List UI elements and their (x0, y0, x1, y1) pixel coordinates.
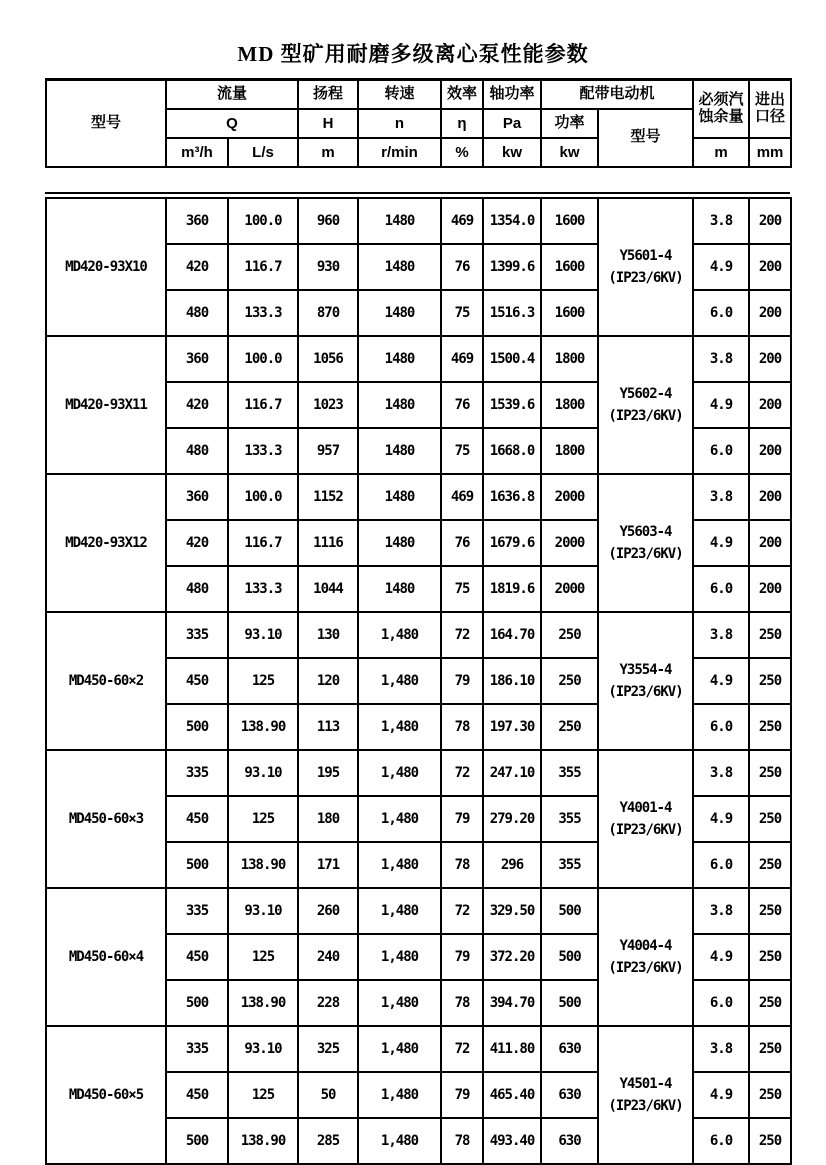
cell-q-m3h: 500 (166, 980, 228, 1026)
cell-eff: 72 (441, 888, 483, 934)
header-flow: 流量 (166, 80, 298, 110)
cell-motor-power: 1600 (541, 198, 598, 244)
cell-shaft-power: 197.30 (483, 704, 541, 750)
table-row (46, 336, 791, 382)
header-unit-pa-kw: kw (483, 138, 541, 167)
cell-q-m3h: 420 (166, 382, 228, 428)
header-efficiency: 效率 (441, 80, 483, 110)
table-row (46, 750, 791, 796)
cell-speed: 1480 (358, 382, 441, 428)
cell-port: 250 (749, 750, 791, 796)
motor-model-name: Y3554-4 (619, 661, 672, 678)
cell-port: 200 (749, 520, 791, 566)
header-motor: 配带电动机 (541, 80, 693, 110)
motor-model-cell (598, 612, 693, 750)
cell-q-ls: 125 (228, 658, 298, 704)
cell-speed: 1480 (358, 566, 441, 612)
cell-q-ls: 93.10 (228, 750, 298, 796)
pump-model: MD420-93X11 (46, 336, 166, 474)
cell-shaft-power: 372.20 (483, 934, 541, 980)
cell-head: 1023 (298, 382, 358, 428)
cell-head: 930 (298, 244, 358, 290)
table-row (46, 474, 791, 520)
motor-model-name: Y4001-4 (619, 799, 672, 816)
cell-port: 250 (749, 980, 791, 1026)
motor-model-spec: (IP23/6KV) (608, 546, 683, 562)
cell-motor-power: 630 (541, 1118, 598, 1164)
motor-model-spec: (IP23/6KV) (608, 822, 683, 838)
cell-npsh: 3.8 (693, 336, 749, 382)
cell-speed: 1480 (358, 336, 441, 382)
motor-model-cell (598, 1026, 693, 1164)
cell-speed: 1,480 (358, 1118, 441, 1164)
header-efficiency-symbol: η (441, 109, 483, 138)
motor-model-name: Y5602-4 (619, 385, 672, 402)
cell-shaft-power: 329.50 (483, 888, 541, 934)
motor-model-cell (598, 336, 693, 474)
cell-eff: 469 (441, 336, 483, 382)
cell-head: 260 (298, 888, 358, 934)
cell-head: 1056 (298, 336, 358, 382)
cell-eff: 78 (441, 980, 483, 1026)
cell-eff: 75 (441, 290, 483, 336)
cell-q-m3h: 360 (166, 474, 228, 520)
cell-q-m3h: 450 (166, 934, 228, 980)
cell-motor-power: 500 (541, 934, 598, 980)
cell-shaft-power: 411.80 (483, 1026, 541, 1072)
cell-shaft-power: 1668.0 (483, 428, 541, 474)
cell-q-m3h: 420 (166, 520, 228, 566)
cell-port: 250 (749, 704, 791, 750)
header-unit-rmin: r/min (358, 138, 441, 167)
header-npsh: 必须汽蚀余量 (693, 80, 749, 139)
header-row-1 (46, 80, 791, 110)
cell-shaft-power: 465.40 (483, 1072, 541, 1118)
header-head: 扬程 (298, 80, 358, 110)
cell-motor-power: 250 (541, 704, 598, 750)
cell-head: 50 (298, 1072, 358, 1118)
cell-motor-power: 355 (541, 796, 598, 842)
cell-q-ls: 125 (228, 934, 298, 980)
cell-shaft-power: 1354.0 (483, 198, 541, 244)
cell-npsh: 3.8 (693, 612, 749, 658)
cell-shaft-power: 493.40 (483, 1118, 541, 1164)
cell-q-ls: 138.90 (228, 980, 298, 1026)
table-row (46, 612, 791, 658)
table-body-wrapper (45, 192, 790, 1165)
cell-q-ls: 133.3 (228, 290, 298, 336)
cell-shaft-power: 247.10 (483, 750, 541, 796)
motor-model-name: Y4501-4 (619, 1075, 672, 1092)
header-head-symbol: H (298, 109, 358, 138)
cell-head: 870 (298, 290, 358, 336)
cell-head: 195 (298, 750, 358, 796)
motor-model-spec: (IP23/6KV) (608, 684, 683, 700)
cell-q-m3h: 500 (166, 704, 228, 750)
cell-npsh: 3.8 (693, 474, 749, 520)
cell-q-ls: 116.7 (228, 382, 298, 428)
cell-motor-power: 630 (541, 1026, 598, 1072)
cell-eff: 78 (441, 1118, 483, 1164)
cell-shaft-power: 394.70 (483, 980, 541, 1026)
cell-q-m3h: 335 (166, 612, 228, 658)
cell-port: 200 (749, 428, 791, 474)
cell-eff: 78 (441, 704, 483, 750)
header-shaft-power-symbol: Pa (483, 109, 541, 138)
cell-port: 200 (749, 566, 791, 612)
header-port: 进出口径 (749, 80, 791, 139)
cell-npsh: 3.8 (693, 1026, 749, 1072)
pump-model: MD420-93X12 (46, 474, 166, 612)
cell-q-m3h: 335 (166, 750, 228, 796)
cell-eff: 469 (441, 198, 483, 244)
table-row (46, 888, 791, 934)
motor-model-spec: (IP23/6KV) (608, 270, 683, 286)
cell-npsh: 6.0 (693, 290, 749, 336)
cell-q-m3h: 500 (166, 1118, 228, 1164)
cell-q-m3h: 450 (166, 796, 228, 842)
header-motor-model: 型号 (598, 109, 693, 167)
cell-eff: 79 (441, 796, 483, 842)
header-motor-power: 功率 (541, 109, 598, 138)
cell-head: 285 (298, 1118, 358, 1164)
cell-npsh: 6.0 (693, 980, 749, 1026)
cell-npsh: 4.9 (693, 382, 749, 428)
cell-speed: 1,480 (358, 612, 441, 658)
header-speed: 转速 (358, 80, 441, 110)
cell-npsh: 6.0 (693, 428, 749, 474)
cell-eff: 79 (441, 1072, 483, 1118)
cell-eff: 469 (441, 474, 483, 520)
cell-shaft-power: 1399.6 (483, 244, 541, 290)
cell-port: 250 (749, 796, 791, 842)
cell-eff: 76 (441, 244, 483, 290)
cell-eff: 75 (441, 566, 483, 612)
table-header (45, 78, 792, 168)
cell-motor-power: 1800 (541, 382, 598, 428)
cell-shaft-power: 186.10 (483, 658, 541, 704)
cell-eff: 78 (441, 842, 483, 888)
cell-npsh: 4.9 (693, 244, 749, 290)
cell-head: 171 (298, 842, 358, 888)
cell-eff: 72 (441, 750, 483, 796)
cell-q-ls: 116.7 (228, 244, 298, 290)
cell-motor-power: 1800 (541, 428, 598, 474)
cell-port: 250 (749, 658, 791, 704)
header-shaft-power: 轴功率 (483, 80, 541, 110)
cell-port: 200 (749, 244, 791, 290)
cell-port: 250 (749, 934, 791, 980)
cell-shaft-power: 296 (483, 842, 541, 888)
cell-port: 250 (749, 1118, 791, 1164)
pump-model: MD420-93X10 (46, 198, 166, 336)
cell-speed: 1,480 (358, 704, 441, 750)
cell-port: 250 (749, 888, 791, 934)
cell-speed: 1,480 (358, 750, 441, 796)
cell-speed: 1480 (358, 520, 441, 566)
cell-q-ls: 138.90 (228, 842, 298, 888)
cell-head: 1044 (298, 566, 358, 612)
cell-head: 130 (298, 612, 358, 658)
cell-motor-power: 2000 (541, 474, 598, 520)
cell-q-m3h: 480 (166, 428, 228, 474)
header-model: 型号 (46, 80, 166, 168)
cell-port: 200 (749, 198, 791, 244)
cell-q-ls: 133.3 (228, 428, 298, 474)
cell-speed: 1,480 (358, 658, 441, 704)
cell-npsh: 4.9 (693, 658, 749, 704)
page-title: MD 型矿用耐磨多级离心泵性能参数 (237, 42, 589, 66)
cell-eff: 79 (441, 934, 483, 980)
cell-shaft-power: 1636.8 (483, 474, 541, 520)
cell-eff: 76 (441, 520, 483, 566)
cell-q-ls: 133.3 (228, 566, 298, 612)
cell-port: 250 (749, 1026, 791, 1072)
cell-speed: 1,480 (358, 888, 441, 934)
cell-eff: 72 (441, 612, 483, 658)
motor-model-cell (598, 474, 693, 612)
cell-q-m3h: 480 (166, 290, 228, 336)
motor-model-name: Y5603-4 (619, 523, 672, 540)
performance-table (45, 197, 792, 1165)
cell-npsh: 6.0 (693, 704, 749, 750)
table-row (46, 1026, 791, 1072)
cell-speed: 1480 (358, 290, 441, 336)
cell-motor-power: 1600 (541, 290, 598, 336)
cell-q-ls: 93.10 (228, 1026, 298, 1072)
motor-model-cell (598, 750, 693, 888)
cell-npsh: 4.9 (693, 520, 749, 566)
header-speed-symbol: n (358, 109, 441, 138)
table-row (46, 198, 791, 244)
cell-speed: 1,480 (358, 1026, 441, 1072)
cell-q-m3h: 360 (166, 336, 228, 382)
header-unit-m3h: m³/h (166, 138, 228, 167)
cell-q-m3h: 420 (166, 244, 228, 290)
cell-q-ls: 138.90 (228, 1118, 298, 1164)
cell-q-m3h: 500 (166, 842, 228, 888)
cell-eff: 76 (441, 382, 483, 428)
pump-model: MD450-60×4 (46, 888, 166, 1026)
cell-q-m3h: 450 (166, 658, 228, 704)
cell-shaft-power: 1819.6 (483, 566, 541, 612)
cell-npsh: 3.8 (693, 198, 749, 244)
cell-head: 180 (298, 796, 358, 842)
cell-motor-power: 2000 (541, 566, 598, 612)
cell-motor-power: 1800 (541, 336, 598, 382)
cell-head: 1116 (298, 520, 358, 566)
cell-port: 200 (749, 474, 791, 520)
cell-speed: 1480 (358, 198, 441, 244)
cell-motor-power: 2000 (541, 520, 598, 566)
cell-q-m3h: 335 (166, 1026, 228, 1072)
cell-port: 200 (749, 382, 791, 428)
cell-head: 325 (298, 1026, 358, 1072)
cell-head: 960 (298, 198, 358, 244)
motor-model-spec: (IP23/6KV) (608, 408, 683, 424)
cell-head: 120 (298, 658, 358, 704)
cell-npsh: 6.0 (693, 1118, 749, 1164)
cell-port: 250 (749, 1072, 791, 1118)
cell-q-ls: 100.0 (228, 198, 298, 244)
cell-eff: 72 (441, 1026, 483, 1072)
cell-q-m3h: 480 (166, 566, 228, 612)
cell-npsh: 4.9 (693, 1072, 749, 1118)
cell-motor-power: 500 (541, 980, 598, 1026)
cell-q-ls: 125 (228, 1072, 298, 1118)
cell-port: 200 (749, 336, 791, 382)
cell-q-ls: 100.0 (228, 474, 298, 520)
cell-npsh: 6.0 (693, 842, 749, 888)
header-unit-m: m (298, 138, 358, 167)
cell-speed: 1480 (358, 428, 441, 474)
cell-npsh: 3.8 (693, 888, 749, 934)
header-unit-ls: L/s (228, 138, 298, 167)
cell-motor-power: 630 (541, 1072, 598, 1118)
cell-speed: 1,480 (358, 1072, 441, 1118)
cell-head: 228 (298, 980, 358, 1026)
pump-model: MD450-60×3 (46, 750, 166, 888)
cell-speed: 1480 (358, 474, 441, 520)
cell-q-ls: 116.7 (228, 520, 298, 566)
cell-port: 200 (749, 290, 791, 336)
motor-model-cell (598, 888, 693, 1026)
cell-shaft-power: 1679.6 (483, 520, 541, 566)
cell-motor-power: 355 (541, 842, 598, 888)
cell-q-ls: 93.10 (228, 612, 298, 658)
pump-model: MD450-60×5 (46, 1026, 166, 1164)
header-unit-npsh-m: m (693, 138, 749, 167)
cell-q-m3h: 450 (166, 1072, 228, 1118)
cell-q-ls: 100.0 (228, 336, 298, 382)
header-unit-pct: % (441, 138, 483, 167)
cell-head: 113 (298, 704, 358, 750)
cell-eff: 79 (441, 658, 483, 704)
cell-motor-power: 355 (541, 750, 598, 796)
cell-npsh: 6.0 (693, 566, 749, 612)
motor-model-spec: (IP23/6KV) (608, 960, 683, 976)
cell-head: 240 (298, 934, 358, 980)
cell-motor-power: 1600 (541, 244, 598, 290)
header-unit-power-kw: kw (541, 138, 598, 167)
cell-shaft-power: 1500.4 (483, 336, 541, 382)
cell-q-m3h: 335 (166, 888, 228, 934)
cell-npsh: 4.9 (693, 934, 749, 980)
cell-speed: 1,480 (358, 796, 441, 842)
cell-port: 250 (749, 842, 791, 888)
cell-shaft-power: 164.70 (483, 612, 541, 658)
cell-speed: 1,480 (358, 842, 441, 888)
cell-motor-power: 500 (541, 888, 598, 934)
motor-model-spec: (IP23/6KV) (608, 1098, 683, 1114)
cell-shaft-power: 1539.6 (483, 382, 541, 428)
cell-head: 957 (298, 428, 358, 474)
cell-speed: 1,480 (358, 980, 441, 1026)
motor-model-name: Y4004-4 (619, 937, 672, 954)
cell-eff: 75 (441, 428, 483, 474)
cell-npsh: 4.9 (693, 796, 749, 842)
cell-q-ls: 93.10 (228, 888, 298, 934)
motor-model-name: Y5601-4 (619, 247, 672, 264)
cell-port: 250 (749, 612, 791, 658)
header-flow-symbol: Q (166, 109, 298, 138)
pump-model: MD450-60×2 (46, 612, 166, 750)
cell-speed: 1480 (358, 244, 441, 290)
cell-motor-power: 250 (541, 658, 598, 704)
cell-npsh: 3.8 (693, 750, 749, 796)
cell-shaft-power: 279.20 (483, 796, 541, 842)
cell-head: 1152 (298, 474, 358, 520)
motor-model-cell (598, 198, 693, 336)
cell-motor-power: 250 (541, 612, 598, 658)
cell-q-m3h: 360 (166, 198, 228, 244)
cell-shaft-power: 1516.3 (483, 290, 541, 336)
cell-q-ls: 125 (228, 796, 298, 842)
header-unit-port-mm: mm (749, 138, 791, 167)
cell-q-ls: 138.90 (228, 704, 298, 750)
cell-speed: 1,480 (358, 934, 441, 980)
